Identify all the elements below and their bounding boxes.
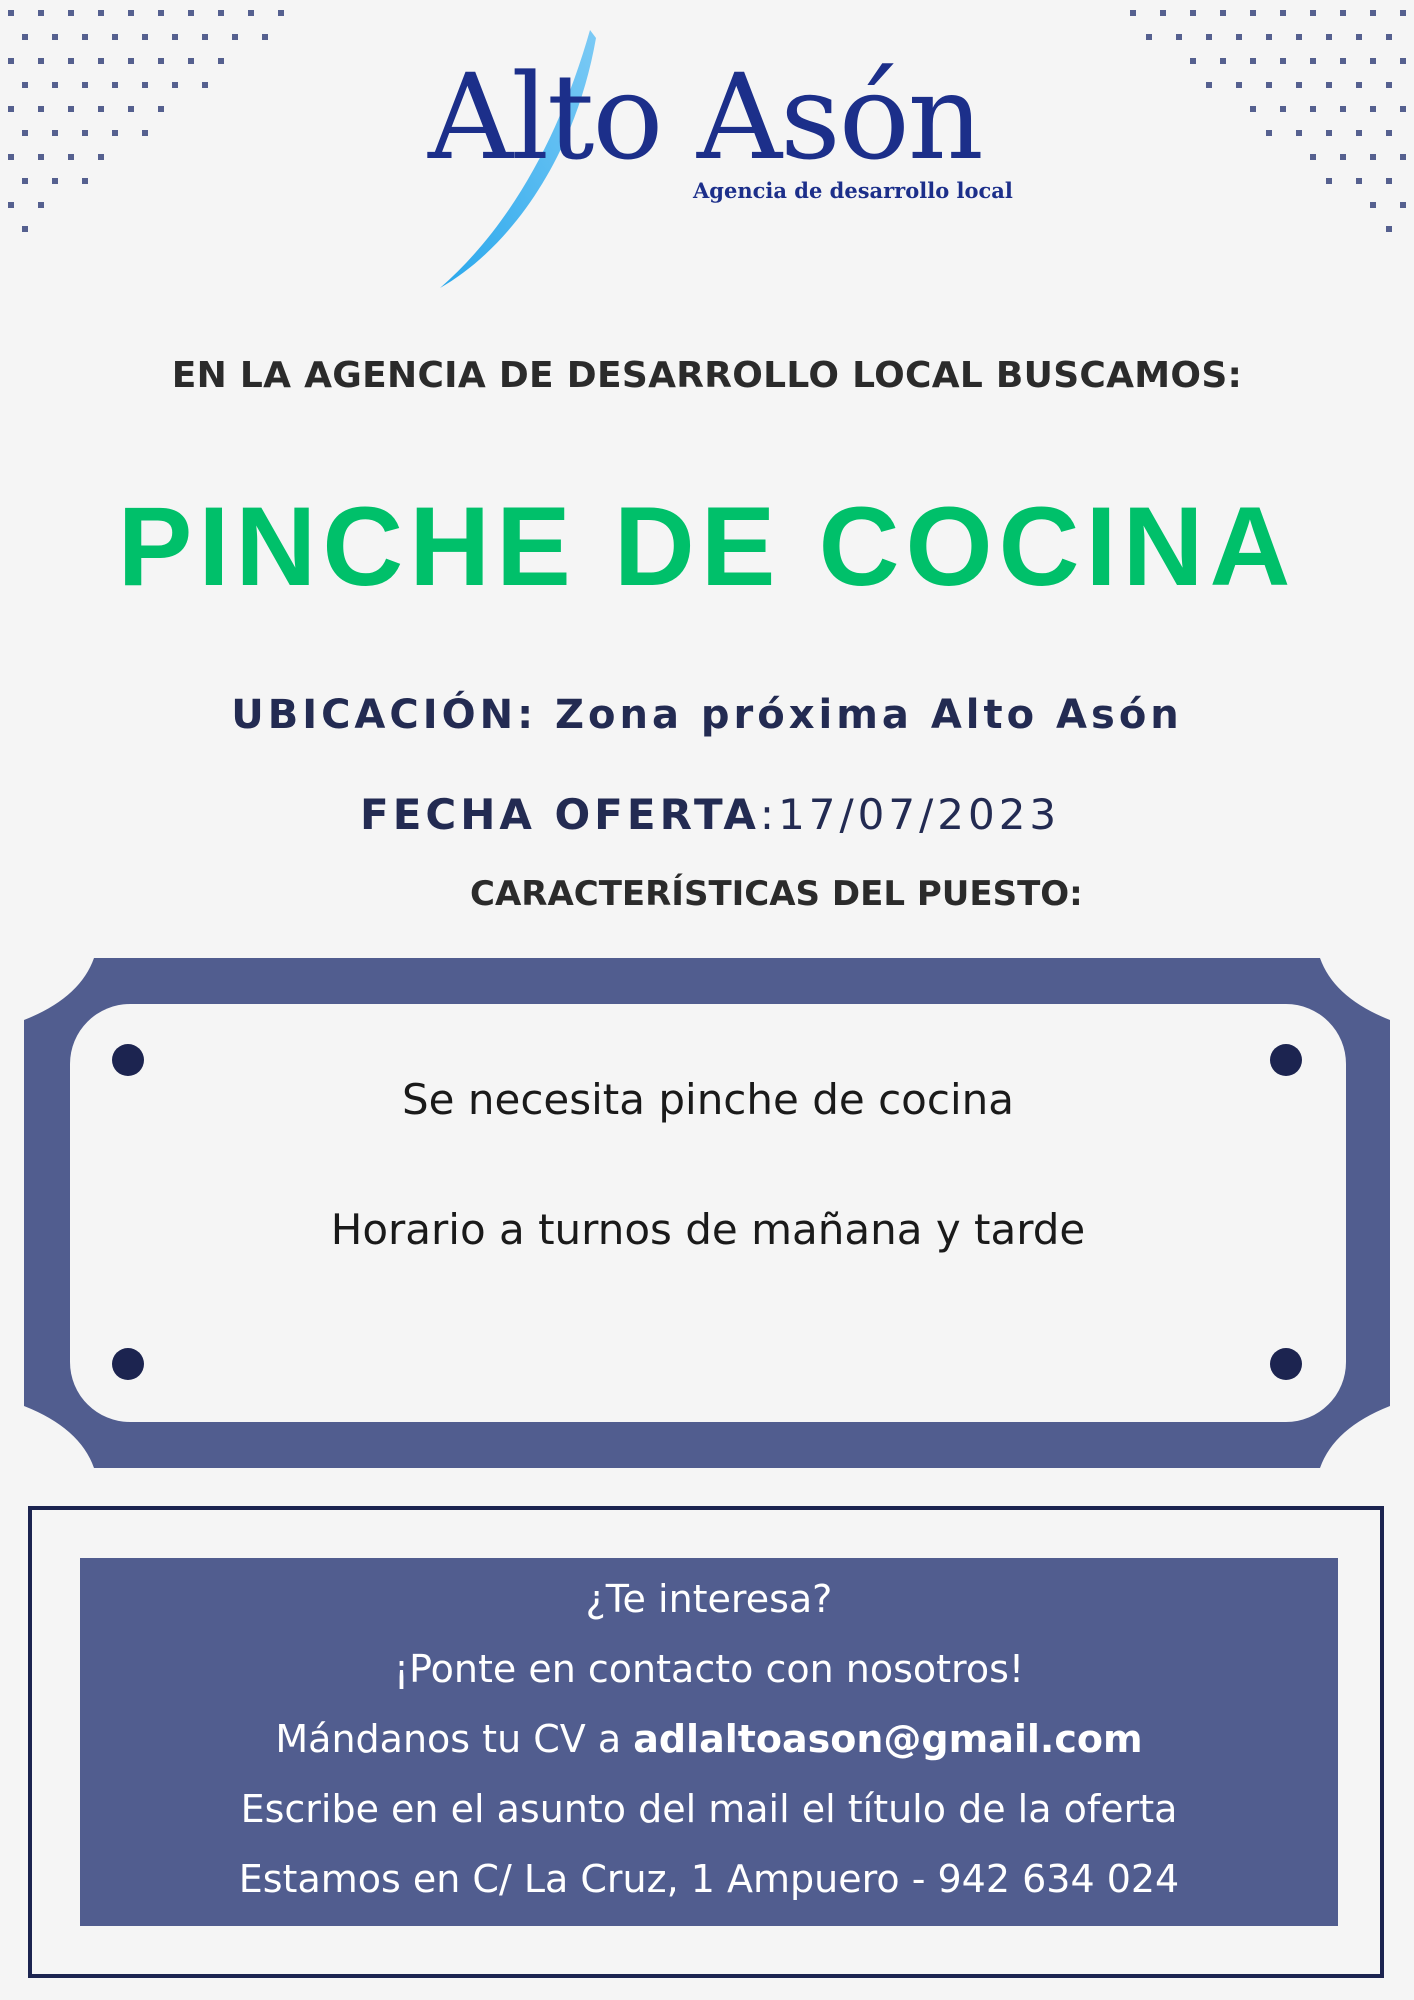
dot [1250,10,1256,16]
dot [22,34,28,40]
screw-icon [112,1348,144,1380]
dot [1130,10,1136,16]
job-title: PINCHE DE COCINA [117,484,1297,609]
dot [1176,34,1182,40]
dot [1190,58,1196,64]
dot [1356,34,1362,40]
dot [1296,34,1302,40]
dot [98,58,104,64]
offer-date-label: FECHA OFERTA [360,790,760,839]
dot [38,58,44,64]
dot [1340,106,1346,112]
dot [1340,154,1346,160]
dot [1266,130,1272,136]
dot [1370,10,1376,16]
dot [68,154,74,160]
dot [1310,10,1316,16]
dot [98,154,104,160]
dot [1370,154,1376,160]
dot [1386,178,1392,184]
dot [158,58,164,64]
dot [68,10,74,16]
dot [22,178,28,184]
dot [202,82,208,88]
dot [142,130,148,136]
screw-icon [112,1044,144,1076]
features-heading: CARACTERÍSTICAS DEL PUESTO: [470,874,1083,914]
dot [8,106,14,112]
contact-email-line [80,1717,1338,1761]
dot [1356,178,1362,184]
alto-ason-logo [400,28,1020,298]
dot [1370,202,1376,208]
dot [8,202,14,208]
dot [1370,58,1376,64]
dot [1160,10,1166,16]
dot [1146,34,1152,40]
dot [1310,106,1316,112]
dot [1356,82,1362,88]
dot [38,106,44,112]
dot [82,178,88,184]
contact-address: Estamos en C/ La Cruz, 1 Ampuero - 942 634 024 [238,1857,1180,1901]
dot [38,202,44,208]
dot [1280,58,1286,64]
dot [1190,10,1196,16]
dot [1400,58,1406,64]
location-line: UBICACIÓN: Zona próxima Alto Asón [231,692,1183,738]
dot [232,34,238,40]
feature-item: Horario a turnos de mañana y tarde [330,1205,1086,1254]
dot [1280,10,1286,16]
dot [22,82,28,88]
dot [1370,106,1376,112]
dot [1250,106,1256,112]
dot [1400,10,1406,16]
dot [188,58,194,64]
dot [1400,202,1406,208]
dot [278,10,284,16]
dot [112,130,118,136]
dot [1326,34,1332,40]
offer-date-line [360,790,1060,839]
intro-heading: EN LA AGENCIA DE DESARROLLO LOCAL BUSCAMOS: [171,355,1243,396]
dot [142,34,148,40]
dot [38,10,44,16]
dot [98,10,104,16]
dot [52,34,58,40]
dot [1310,58,1316,64]
dot [202,34,208,40]
dot [172,34,178,40]
dot [1386,226,1392,232]
contact-question: ¿Te interesa? [585,1577,833,1621]
dot [38,154,44,160]
dot [82,82,88,88]
dot [22,130,28,136]
dot [1220,58,1226,64]
email-link[interactable]: adlaltoason@gmail.com [633,1717,1143,1761]
dot [218,10,224,16]
dot [1386,34,1392,40]
dot [68,106,74,112]
dot [158,10,164,16]
dot [1266,82,1272,88]
dot [1206,82,1212,88]
dot [1296,82,1302,88]
dot [1280,106,1286,112]
dot [1326,130,1332,136]
dot [22,226,28,232]
dot [52,82,58,88]
dot [1400,154,1406,160]
dot [1236,82,1242,88]
contact-call-to-action: ¡Ponte en contacto con nosotros! [393,1647,1025,1691]
dot [128,10,134,16]
dot [112,34,118,40]
dot [172,82,178,88]
dot [128,58,134,64]
dot [1356,130,1362,136]
dot [142,82,148,88]
dot [68,58,74,64]
screw-icon [1270,1348,1302,1380]
dot [1236,34,1242,40]
screw-icon [1270,1044,1302,1076]
dot [8,10,14,16]
dot [158,106,164,112]
dot [1310,154,1316,160]
dot [1296,130,1302,136]
offer-date-value: :17/07/2023 [759,790,1061,839]
dot [1386,130,1392,136]
dot [98,106,104,112]
dot [112,82,118,88]
dot [52,178,58,184]
dot [1266,34,1272,40]
dot [52,130,58,136]
dot [128,106,134,112]
dot [1340,58,1346,64]
dot [188,10,194,16]
dot [248,10,254,16]
dot [262,34,268,40]
dot [82,34,88,40]
logo-wordmark: Alto Asón [428,48,982,186]
dot [82,130,88,136]
email-prefix: Mándanos tu CV a [275,1717,634,1761]
dot [1400,106,1406,112]
dot [1206,34,1212,40]
dot [1326,178,1332,184]
dot [1340,10,1346,16]
contact-instructions: Escribe en el asunto del mail el título de la oferta [240,1787,1178,1831]
dot [1220,10,1226,16]
dot [1326,82,1332,88]
logo-subtitle: Agencia de desarrollo local [693,178,1013,203]
dot [1250,58,1256,64]
dot [1386,82,1392,88]
feature-item: Se necesita pinche de cocina [402,1075,1014,1124]
dot [218,58,224,64]
dot [8,154,14,160]
dot [8,58,14,64]
